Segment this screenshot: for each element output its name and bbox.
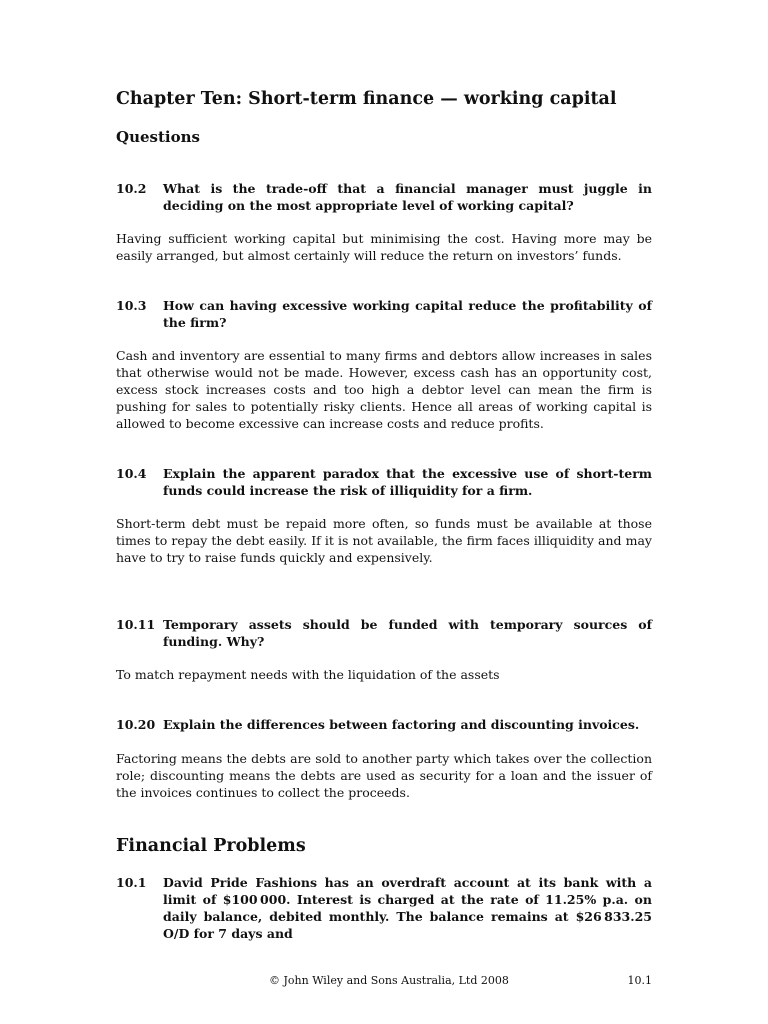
question-text: Explain the apparent paradox that the excessive use of short-term funds could increase the risk of illiquidity for a firm.: [163, 466, 652, 498]
copyright-notice: © John Wiley and Sons Australia, Ltd 2008: [269, 974, 509, 987]
question-10-2: [116, 180, 652, 214]
question-10-11: [116, 616, 652, 650]
answer-10-11: To match repayment needs with the liquidation of the assets: [116, 667, 500, 682]
problem-text: David Pride Fashions has an overdraft account at its bank with a limit of $100 000. Interest is charged at the rate of 11.25% p.a. on daily balance, debited monthly. The balance remains at $26 833.25 O/D for 7 days and: [163, 875, 652, 941]
answer-10-4: Short-term debt must be repaid more often, so funds must be available at those times to repay the debt easily. If it is not available, the firm faces illiquidity and may have to try to raise funds quickly and expensively.: [116, 516, 652, 565]
question-number: 10.3: [116, 298, 147, 313]
question-number: 10.2: [116, 181, 147, 196]
question-text: Explain the differences between factoring and discounting invoices.: [163, 717, 640, 732]
financial-problems-heading: Financial Problems: [116, 836, 306, 856]
question-number: 10.20: [116, 717, 156, 732]
question-text: What is the trade-off that a financial manager must juggle in deciding on the most appropriate level of working capital?: [163, 181, 652, 213]
chapter-title: Chapter Ten: Short-term finance — working capital: [116, 89, 617, 109]
question-10-20: [116, 716, 652, 733]
answer-10-2: Having sufficient working capital but minimising the cost. Having more may be easily arranged, but almost certainly will reduce the return on investors’ funds.: [116, 231, 652, 263]
problem-10-1: [116, 874, 652, 942]
questions-heading: Questions: [116, 128, 200, 146]
question-text: Temporary assets should be funded with temporary sources of funding. Why?: [163, 617, 652, 649]
question-10-4: [116, 465, 652, 499]
answer-10-20: Factoring means the debts are sold to another party which takes over the collection role; discounting means the debts are used as security for a loan and the issuer of the invoices continues to collect the proceeds.: [116, 751, 652, 800]
question-10-3: [116, 297, 652, 331]
page-number: 10.1: [627, 974, 652, 987]
question-number: 10.4: [116, 466, 147, 481]
document-page: [116, 0, 652, 1024]
question-text: How can having excessive working capital reduce the profitability of the firm?: [163, 298, 652, 330]
answer-10-3: Cash and inventory are essential to many firms and debtors allow increases in sales that otherwise would not be made. However, excess cash has an opportunity cost, excess stock increases costs and too high a debtor level can mean the firm is pushing for sales to potentially risky clients. Hence all areas of working capital is allowed to become excessive can increase costs and reduce profits.: [116, 348, 652, 431]
question-number: 10.11: [116, 617, 156, 632]
problem-number: 10.1: [116, 875, 147, 890]
